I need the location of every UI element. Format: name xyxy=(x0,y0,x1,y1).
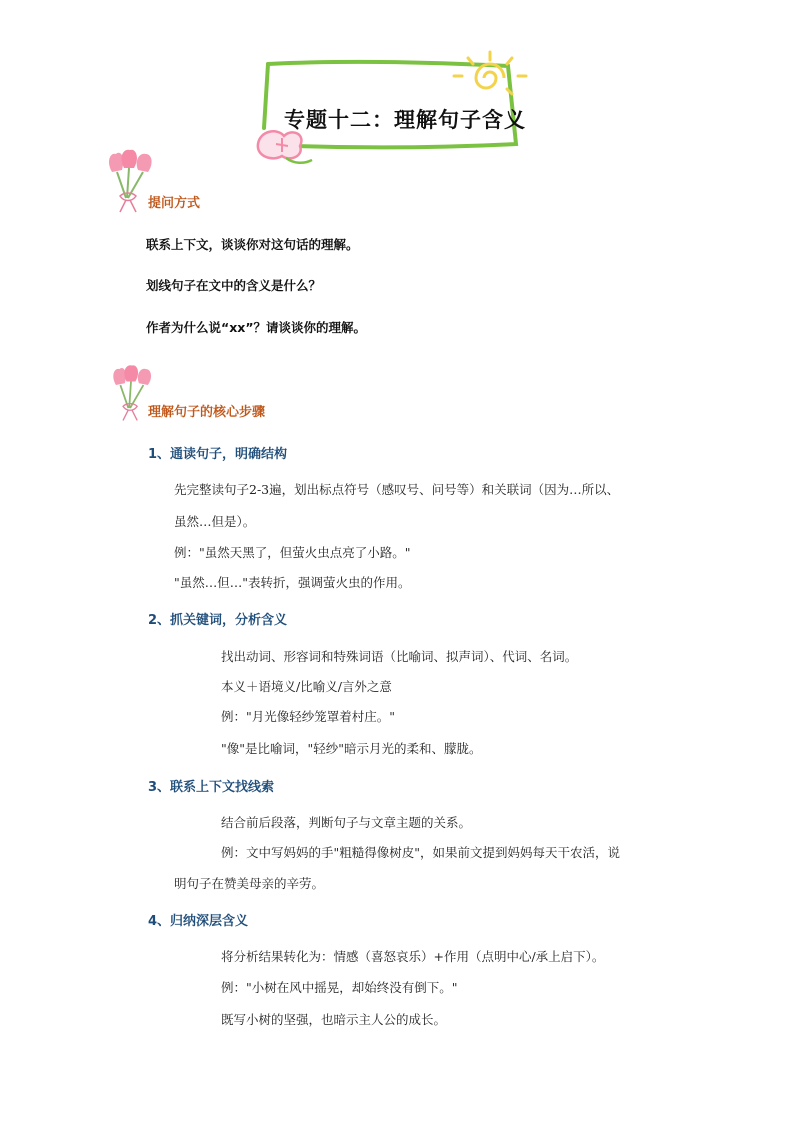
step-4-line-3: 既写小树的坚强，也暗示主人公的成长。 xyxy=(221,1012,447,1027)
step-1-line-1: 先完整读句子2-3遍，划出标点符号（感叹号、问号等）和关联词（因为…所以、 xyxy=(174,482,620,497)
step-2-line-4: "像"是比喻词，"轻纱"暗示月光的柔和、朦胧。 xyxy=(221,741,482,756)
step-3-line-2: 例：文中写妈妈的手"粗糙得像树皮"，如果前文提到妈妈每天干农活，说 xyxy=(221,845,621,860)
question-2: 划线句子在文中的含义是什么？ xyxy=(146,278,322,293)
step-3-line-3: 明句子在赞美母亲的辛劳。 xyxy=(174,876,325,891)
step-2-line-1: 找出动词、形容词和特殊词语（比喻词、拟声词）、代词、名词。 xyxy=(221,649,578,664)
step-2-line-2: 本义＋语境义/比喻义/言外之意 xyxy=(221,679,392,694)
section-heading-questions: 提问方式 xyxy=(148,196,201,211)
step-1-line-2: 虽然…但是）。 xyxy=(174,514,256,529)
step-2-title: 2、抓关键词，分析含义 xyxy=(148,613,288,628)
sun-icon xyxy=(440,48,536,108)
question-3: 作者为什么说“xx”？请谈谈你的理解。 xyxy=(146,320,367,335)
step-1-line-3: 例："虽然天黑了，但萤火虫点亮了小路。" xyxy=(174,545,411,560)
section-heading-steps: 理解句子的核心步骤 xyxy=(148,405,266,420)
step-4-line-1: 将分析结果转化为：情感（喜怒哀乐）+作用（点明中心/承上启下）。 xyxy=(221,949,605,964)
step-4-title: 4、归纳深层含义 xyxy=(148,914,249,929)
step-3-title: 3、联系上下文找线索 xyxy=(148,780,275,795)
step-3-line-1: 结合前后段落，判断句子与文章主题的关系。 xyxy=(221,815,472,830)
step-1-title: 1、通读句子，明确结构 xyxy=(148,447,288,462)
question-1: 联系上下文，谈谈你对这句话的理解。 xyxy=(146,237,359,252)
step-4-line-2: 例："小树在风中摇晃，却始终没有倒下。" xyxy=(221,980,458,995)
page-title: 专题十二：理解句子含义 xyxy=(284,108,526,132)
step-2-line-3: 例："月光像轻纱笼罩着村庄。" xyxy=(221,709,395,724)
step-1-line-4: "虽然…但…"表转折，强调萤火虫的作用。 xyxy=(174,575,411,590)
